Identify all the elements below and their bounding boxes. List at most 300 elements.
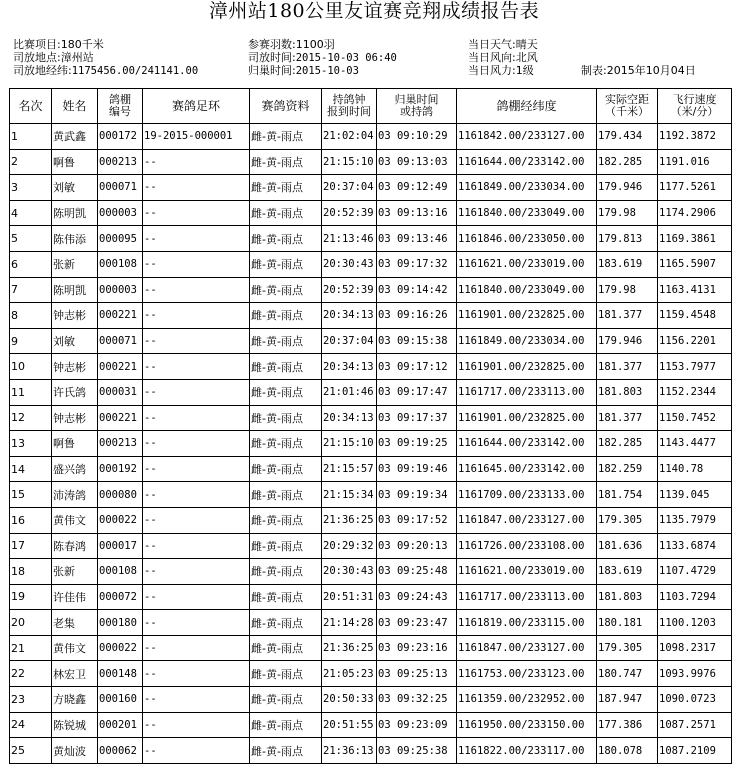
cell-foot-ring: -- [143,610,250,636]
table-row [10,482,732,508]
cell-rank: 23 [10,687,52,713]
table-row [10,175,732,201]
cell-name: 刘敏 [52,328,98,354]
cell-bird-info: 雌-黄-雨点 [250,635,322,661]
cell-loft: 000062 [98,738,143,764]
cell-name: 林宏卫 [52,661,98,687]
cell-distance: 179.813 [597,226,658,252]
cell-foot-ring: -- [143,482,250,508]
weather-label: 当日天气: [468,38,516,51]
header-distance [597,89,658,124]
cell-bird-info: 雌-黄-雨点 [250,149,322,175]
cell-name: 陈伟添 [52,226,98,252]
cell-return: 03 09:13:46 [377,226,457,252]
cell-rank: 11 [10,379,52,405]
cell-loft: 000221 [98,303,143,329]
header-name: 姓名 [52,89,98,124]
cell-name: 黄伟文 [52,635,98,661]
cell-rank: 17 [10,533,52,559]
cell-coords: 1161840.00/233049.00 [457,277,597,303]
cell-return: 03 09:19:34 [377,482,457,508]
cell-name: 方晓鑫 [52,687,98,713]
cell-loft: 000071 [98,328,143,354]
wind-dir-label: 当日风向: [468,51,516,64]
header-loft [98,89,143,124]
cell-clock: 20:51:31 [322,584,377,610]
race-item-label: 比赛项目: [13,38,61,51]
cell-speed: 1169.3861 [658,226,732,252]
cell-speed: 1192.3872 [658,124,732,150]
cell-clock: 20:52:39 [322,277,377,303]
table-row [10,456,732,482]
cell-speed: 1150.7452 [658,405,732,431]
race-item-line [13,38,104,51]
results-table [9,88,732,764]
return-time-label: 归巢时间: [248,64,296,77]
cell-bird-info: 雌-黄-雨点 [250,277,322,303]
table-row [10,354,732,380]
cell-distance: 179.98 [597,277,658,303]
cell-foot-ring: -- [143,584,250,610]
cell-bird-info: 雌-黄-雨点 [250,482,322,508]
cell-rank: 5 [10,226,52,252]
report-title: 漳州站180公里友谊赛竞翔成绩报告表 [208,0,540,22]
cell-return: 03 09:15:38 [377,328,457,354]
cell-foot-ring: 19-2015-000001 [143,124,250,150]
header-coords: 鸽棚经纬度 [457,89,597,124]
cell-bird-info: 雌-黄-雨点 [250,303,322,329]
cell-clock: 21:01:46 [322,379,377,405]
birds-count-value: 1100羽 [295,38,335,51]
cell-bird-info: 雌-黄-雨点 [250,687,322,713]
cell-name: 黄武鑫 [52,124,98,150]
cell-coords: 1161717.00/233113.00 [457,379,597,405]
cell-loft: 000003 [98,200,143,226]
cell-clock: 21:15:34 [322,482,377,508]
header-row [10,89,732,124]
wind-force-label: 当日风力: [468,64,516,77]
header-distance-line2: （千米） [605,105,649,118]
cell-loft: 000221 [98,354,143,380]
cell-clock: 20:52:39 [322,200,377,226]
cell-rank: 24 [10,712,52,738]
table-row [10,405,732,431]
cell-rank: 10 [10,354,52,380]
cell-return: 03 09:20:13 [377,533,457,559]
table-row [10,303,732,329]
cell-speed: 1087.2571 [658,712,732,738]
cell-loft: 000213 [98,431,143,457]
cell-return: 03 09:25:13 [377,661,457,687]
table-row [10,738,732,764]
cell-loft: 000022 [98,507,143,533]
cell-bird-info: 雌-黄-雨点 [250,354,322,380]
cell-return: 03 09:17:37 [377,405,457,431]
header-clock-line1: 持鸽钟 [332,93,366,106]
cell-return: 03 09:19:25 [377,431,457,457]
cell-return: 03 09:17:52 [377,507,457,533]
cell-bird-info: 雌-黄-雨点 [250,738,322,764]
cell-coords: 1161359.00/232952.00 [457,687,597,713]
cell-loft: 000017 [98,533,143,559]
cell-loft: 000160 [98,687,143,713]
cell-speed: 1103.7294 [658,584,732,610]
cell-rank: 2 [10,149,52,175]
cell-coords: 1161950.00/233150.00 [457,712,597,738]
cell-clock: 20:29:32 [322,533,377,559]
cell-speed: 1156.2201 [658,328,732,354]
table-row [10,507,732,533]
cell-clock: 21:14:28 [322,610,377,636]
cell-name: 陈锐城 [52,712,98,738]
cell-loft: 000192 [98,456,143,482]
cell-clock: 20:37:04 [322,175,377,201]
cell-coords: 1161840.00/233049.00 [457,200,597,226]
cell-distance: 179.98 [597,200,658,226]
birds-count-line [248,38,335,51]
cell-loft: 000003 [98,277,143,303]
cell-bird-info: 雌-黄-雨点 [250,175,322,201]
cell-coords: 1161849.00/233034.00 [457,328,597,354]
cell-distance: 183.619 [597,251,658,277]
cell-foot-ring: -- [143,379,250,405]
cell-speed: 1163.4131 [658,277,732,303]
cell-loft: 000022 [98,635,143,661]
cell-speed: 1165.5907 [658,251,732,277]
cell-return: 03 09:12:49 [377,175,457,201]
cell-loft: 000071 [98,175,143,201]
cell-name: 老集 [52,610,98,636]
cell-bird-info: 雌-黄-雨点 [250,584,322,610]
cell-clock: 21:05:23 [322,661,377,687]
cell-clock: 21:15:57 [322,456,377,482]
cell-clock: 20:37:04 [322,328,377,354]
cell-bird-info: 雌-黄-雨点 [250,124,322,150]
cell-distance: 182.285 [597,431,658,457]
cell-loft: 000213 [98,149,143,175]
cell-clock: 21:36:25 [322,507,377,533]
cell-coords: 1161717.00/233113.00 [457,584,597,610]
cell-bird-info: 雌-黄-雨点 [250,431,322,457]
header-rank: 名次 [10,89,52,124]
release-time-label: 司放时间: [248,51,296,64]
cell-bird-info: 雌-黄-雨点 [250,712,322,738]
cell-return: 03 09:32:25 [377,687,457,713]
cell-clock: 21:15:10 [322,149,377,175]
made-date-value: 2015年10月04日 [606,64,696,77]
cell-distance: 181.754 [597,482,658,508]
cell-foot-ring: -- [143,303,250,329]
cell-distance: 181.377 [597,354,658,380]
cell-coords: 1161849.00/233034.00 [457,175,597,201]
cell-speed: 1133.6874 [658,533,732,559]
header-speed-line2: （米/分） [670,105,719,118]
cell-loft: 000108 [98,251,143,277]
cell-speed: 1177.5261 [658,175,732,201]
header-return [377,89,457,124]
cell-name: 啊鲁 [52,149,98,175]
cell-return: 03 09:17:12 [377,354,457,380]
table-row [10,559,732,585]
cell-foot-ring: -- [143,226,250,252]
release-time-value: 2015-10-03 06:40 [295,52,397,64]
cell-distance: 179.305 [597,635,658,661]
cell-distance: 187.947 [597,687,658,713]
cell-coords: 1161847.00/233127.00 [457,507,597,533]
cell-return: 03 09:17:32 [377,251,457,277]
cell-loft: 000108 [98,559,143,585]
table-row [10,431,732,457]
cell-coords: 1161901.00/232825.00 [457,405,597,431]
cell-return: 03 09:16:26 [377,303,457,329]
cell-bird-info: 雌-黄-雨点 [250,507,322,533]
cell-distance: 181.803 [597,379,658,405]
header-foot-ring: 赛鸽足环 [143,89,250,124]
cell-return: 03 09:14:42 [377,277,457,303]
cell-bird-info: 雌-黄-雨点 [250,379,322,405]
cell-coords: 1161901.00/232825.00 [457,303,597,329]
cell-foot-ring: -- [143,405,250,431]
cell-loft: 000148 [98,661,143,687]
cell-bird-info: 雌-黄-雨点 [250,533,322,559]
header-loft-line1: 鸽棚 [109,93,131,106]
cell-clock: 20:34:13 [322,303,377,329]
results-body [10,124,732,764]
cell-distance: 180.747 [597,661,658,687]
table-row [10,328,732,354]
cell-foot-ring: -- [143,635,250,661]
cell-speed: 1087.2109 [658,738,732,764]
cell-rank: 16 [10,507,52,533]
cell-loft: 000180 [98,610,143,636]
cell-rank: 14 [10,456,52,482]
cell-foot-ring: -- [143,354,250,380]
cell-distance: 179.946 [597,175,658,201]
cell-loft: 000201 [98,712,143,738]
made-date-line [581,64,696,77]
header-loft-line2: 编号 [109,105,131,118]
cell-loft: 000172 [98,124,143,150]
cell-coords: 1161819.00/233115.00 [457,610,597,636]
cell-bird-info: 雌-黄-雨点 [250,251,322,277]
cell-bird-info: 雌-黄-雨点 [250,456,322,482]
cell-name: 陈明凯 [52,200,98,226]
cell-rank: 6 [10,251,52,277]
cell-rank: 8 [10,303,52,329]
cell-distance: 180.078 [597,738,658,764]
cell-speed: 1140.78 [658,456,732,482]
table-row [10,124,732,150]
cell-distance: 181.377 [597,405,658,431]
made-label: 制表: [581,64,607,77]
cell-coords: 1161846.00/233050.00 [457,226,597,252]
weather-value: 晴天 [515,38,538,51]
cell-coords: 1161847.00/233127.00 [457,635,597,661]
cell-speed: 1100.1203 [658,610,732,636]
cell-return: 03 09:25:48 [377,559,457,585]
cell-coords: 1161822.00/233117.00 [457,738,597,764]
cell-name: 黄伟文 [52,507,98,533]
cell-coords: 1161644.00/233142.00 [457,431,597,457]
cell-foot-ring: -- [143,559,250,585]
cell-coords: 1161842.00/233127.00 [457,124,597,150]
header-clock-line2: 报到时间 [327,105,371,118]
cell-speed: 1090.0723 [658,687,732,713]
cell-foot-ring: -- [143,200,250,226]
release-coords-line [13,64,198,78]
cell-foot-ring: -- [143,175,250,201]
cell-foot-ring: -- [143,149,250,175]
cell-name: 黄灿波 [52,738,98,764]
cell-clock: 21:13:46 [322,226,377,252]
cell-rank: 1 [10,124,52,150]
cell-name: 盛兴鸽 [52,456,98,482]
cell-bird-info: 雌-黄-雨点 [250,200,322,226]
cell-clock: 21:15:10 [322,431,377,457]
cell-speed: 1152.2344 [658,379,732,405]
cell-rank: 22 [10,661,52,687]
table-row [10,200,732,226]
cell-rank: 12 [10,405,52,431]
cell-bird-info: 雌-黄-雨点 [250,226,322,252]
cell-coords: 1161621.00/233019.00 [457,559,597,585]
cell-name: 沛涛鸽 [52,482,98,508]
cell-rank: 13 [10,431,52,457]
cell-foot-ring: -- [143,712,250,738]
cell-clock: 20:51:55 [322,712,377,738]
cell-name: 张新 [52,251,98,277]
weather-line [468,38,538,51]
cell-return: 03 09:19:46 [377,456,457,482]
cell-rank: 9 [10,328,52,354]
cell-name: 啊鲁 [52,431,98,457]
cell-clock: 20:50:33 [322,687,377,713]
cell-speed: 1107.4729 [658,559,732,585]
cell-bird-info: 雌-黄-雨点 [250,610,322,636]
cell-foot-ring: -- [143,328,250,354]
table-row [10,610,732,636]
cell-distance: 182.285 [597,149,658,175]
cell-clock: 21:36:13 [322,738,377,764]
header-speed-line1: 飞行速度 [672,93,717,106]
cell-return: 03 09:25:38 [377,738,457,764]
release-coords-label: 司放地经纬: [13,64,72,77]
header-return-line2: 或持鸽 [400,105,433,118]
cell-bird-info: 雌-黄-雨点 [250,559,322,585]
cell-distance: 179.946 [597,328,658,354]
cell-foot-ring: -- [143,661,250,687]
cell-return: 03 09:13:16 [377,200,457,226]
cell-clock: 21:02:04 [322,124,377,150]
cell-clock: 20:34:13 [322,405,377,431]
race-item-value: 180千米 [60,38,104,51]
release-place-value: 漳州站 [60,51,94,64]
wind-dir-line [468,51,538,64]
wind-dir-value: 北风 [515,51,538,64]
cell-return: 03 09:23:47 [377,610,457,636]
cell-foot-ring: -- [143,507,250,533]
cell-rank: 25 [10,738,52,764]
cell-rank: 15 [10,482,52,508]
cell-rank: 19 [10,584,52,610]
cell-distance: 179.305 [597,507,658,533]
release-coords-value: 1175456.00/241141.00 [71,65,199,77]
wind-force-line [468,64,534,77]
cell-distance: 177.386 [597,712,658,738]
birds-count-label: 参赛羽数: [248,38,296,51]
cell-bird-info: 雌-黄-雨点 [250,405,322,431]
cell-return: 03 09:13:03 [377,149,457,175]
header-clock [322,89,377,124]
header-return-line1: 归巢时间 [394,93,439,106]
header-speed [658,89,732,124]
cell-rank: 3 [10,175,52,201]
cell-clock: 21:36:25 [322,635,377,661]
table-row [10,635,732,661]
table-row [10,226,732,252]
cell-bird-info: 雌-黄-雨点 [250,328,322,354]
header-distance-line1: 实际空距 [605,93,649,106]
table-row [10,533,732,559]
cell-foot-ring: -- [143,738,250,764]
header-bird-info: 赛鸽资料 [250,89,322,124]
cell-speed: 1139.045 [658,482,732,508]
cell-loft: 000072 [98,584,143,610]
cell-foot-ring: -- [143,277,250,303]
cell-speed: 1174.2906 [658,200,732,226]
cell-coords: 1161726.00/233108.00 [457,533,597,559]
cell-speed: 1093.9976 [658,661,732,687]
cell-name: 钟志彬 [52,354,98,380]
cell-distance: 180.181 [597,610,658,636]
cell-distance: 182.259 [597,456,658,482]
cell-rank: 20 [10,610,52,636]
cell-name: 陈明凯 [52,277,98,303]
cell-foot-ring: -- [143,456,250,482]
cell-loft: 000221 [98,405,143,431]
cell-clock: 20:34:13 [322,354,377,380]
cell-name: 陈春鸿 [52,533,98,559]
cell-return: 03 09:10:29 [377,124,457,150]
cell-coords: 1161753.00/233123.00 [457,661,597,687]
table-row [10,687,732,713]
cell-foot-ring: -- [143,431,250,457]
cell-rank: 18 [10,559,52,585]
cell-coords: 1161621.00/233019.00 [457,251,597,277]
release-time-line [248,51,397,65]
table-row [10,661,732,687]
cell-name: 许氏鸽 [52,379,98,405]
cell-distance: 179.434 [597,124,658,150]
cell-coords: 1161901.00/232825.00 [457,354,597,380]
cell-name: 张新 [52,559,98,585]
cell-rank: 4 [10,200,52,226]
release-place-label: 司放地点: [13,51,61,64]
table-row [10,277,732,303]
cell-name: 钟志彬 [52,405,98,431]
cell-speed: 1143.4477 [658,431,732,457]
cell-speed: 1098.2317 [658,635,732,661]
cell-loft: 000095 [98,226,143,252]
cell-coords: 1161645.00/233142.00 [457,456,597,482]
cell-return: 03 09:23:16 [377,635,457,661]
cell-coords: 1161644.00/233142.00 [457,149,597,175]
cell-speed: 1191.016 [658,149,732,175]
cell-clock: 20:30:43 [322,559,377,585]
cell-distance: 181.636 [597,533,658,559]
cell-distance: 181.377 [597,303,658,329]
cell-foot-ring: -- [143,251,250,277]
